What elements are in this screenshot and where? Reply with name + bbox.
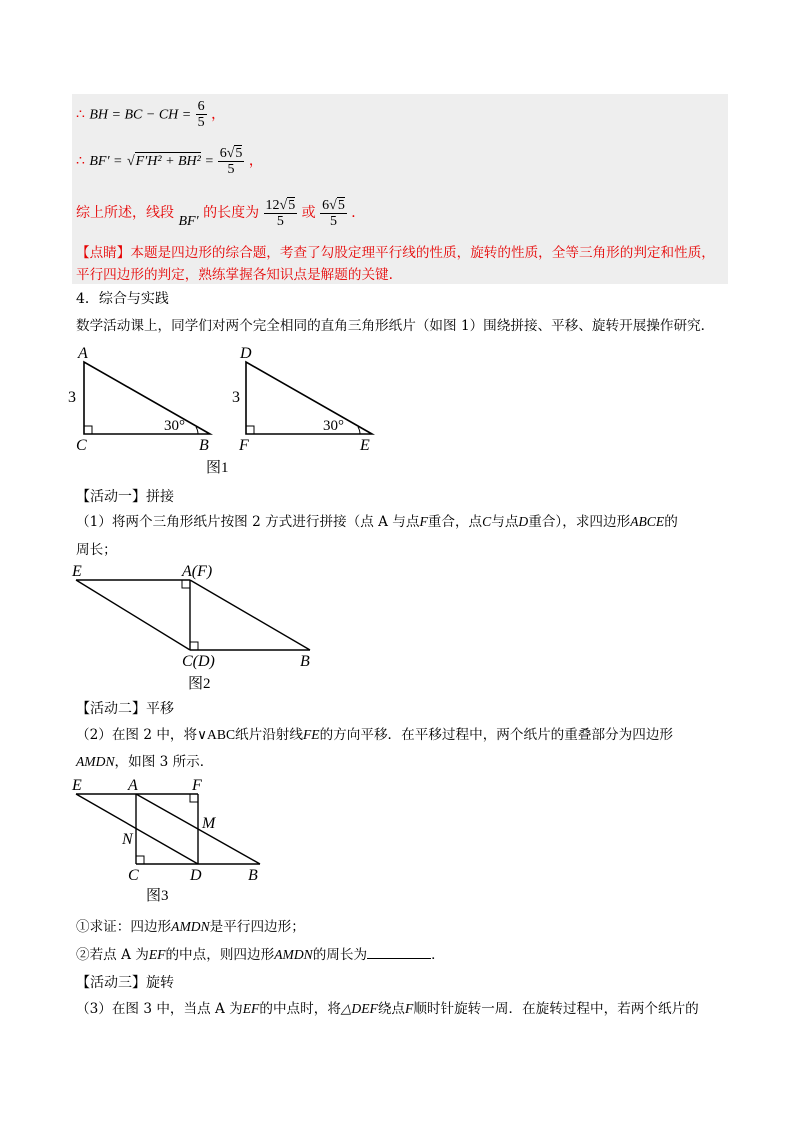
label-c: C <box>76 437 87 454</box>
comment-line-1: 【点睛】本题是四边形的综合题，考查了勾股定理平行线的性质，旋转的性质，全等三角形的判定和性质， <box>76 245 715 261</box>
bf-prime-equation: BF′ = <box>89 154 123 169</box>
label-b: B <box>300 653 310 670</box>
figure-1-caption: 图1 <box>206 460 229 476</box>
triangle-abc <box>68 345 210 454</box>
comment-line-2: 平行四边形的判定，熟练掌握各知识点是解题的关键. <box>76 267 393 283</box>
solution-line-1: ∴ BH = BC − CH = $\frac{6}{5}$ ， <box>76 99 226 130</box>
figure-1 <box>60 340 400 480</box>
question-2-line-2: AMDN，如图 3 所示． <box>76 754 214 770</box>
fraction-six-fifths: $\frac{6}{5}$ <box>197 99 205 130</box>
label-d: D <box>240 345 252 362</box>
label-side-3: 3 <box>68 389 76 406</box>
problem-heading: 4．综合与实践 <box>76 291 169 307</box>
label-angle-30: 30° <box>164 418 185 434</box>
segment-bf-prime: BF′ <box>178 214 199 229</box>
answer-one: $\frac{12√5}{5}$ <box>265 198 296 229</box>
answer-blank[interactable] <box>367 946 431 959</box>
label-angle-30b: 30° <box>323 418 344 434</box>
label-a: A <box>78 345 88 362</box>
question-2-part-1: ①求证：四边形AMDN是平行四边形； <box>76 919 305 935</box>
solution-conclusion: 综上所述，线段 BF′ 的长度为 $\frac{12√5}{5}$ 或 $\frac{6√5}{5}$ ． <box>76 198 366 229</box>
label-n: N <box>122 831 133 848</box>
question-3-line-1: （3）在图 3 中，当点 A 为EF的中点时，将△DEF绕点F顺时针旋转一周．在旋转过程中，若两个纸片的 <box>76 1001 699 1017</box>
question-1-line-1: （1）将两个三角形纸片按图 2 方式进行拼接（点 A 与点F重合，点C与点D重合），求四边形ABCE的 <box>76 514 678 530</box>
activity-1-title: 【活动一】拼接 <box>76 489 174 505</box>
bh-equation: BH = BC − CH = <box>89 107 192 123</box>
label-b: B <box>248 867 258 884</box>
fraction-six-root-five-over-five: $\frac{6√5}{5}$ <box>219 146 243 177</box>
therefore-symbol: ∴ <box>76 153 85 169</box>
label-f: F <box>192 777 202 794</box>
solution-line-2: ∴ BF′ = √F′H² + BH² = $\frac{6√5}{5}$ ， <box>76 146 263 177</box>
activity-2-title: 【活动二】平移 <box>76 701 174 717</box>
label-f: F <box>239 437 249 454</box>
label-b: B <box>199 437 209 454</box>
answer-two: $\frac{6√5}{5}$ <box>322 198 345 229</box>
label-e: E <box>360 437 370 454</box>
label-d: D <box>190 867 202 884</box>
label-e: E <box>72 563 82 580</box>
figure-3-caption: 图3 <box>146 888 169 904</box>
radicand: F′H² + BH² <box>135 154 201 169</box>
figure-3 <box>64 776 284 906</box>
question-2-part-2: ②若点 A 为EF的中点，则四边形AMDN的周长为 ． <box>76 947 445 963</box>
therefore-symbol: ∴ <box>76 106 85 123</box>
label-a-f: A(F) <box>182 563 213 580</box>
question-1-line-2: 周长； <box>76 542 117 558</box>
label-a: A <box>128 777 138 794</box>
question-2-line-1: （2）在图 2 中，将∨ABC纸片沿射线FE的方向平移．在平移过程中，两个纸片的重叠部分为四边形 <box>76 727 674 743</box>
label-m: M <box>202 815 216 832</box>
label-c: C <box>128 867 139 884</box>
label-c-d: C(D) <box>182 653 215 670</box>
triangle-def <box>232 345 372 454</box>
problem-intro: 数学活动课上，同学们对两个完全相同的直角三角形纸片（如图 1）围绕拼接、平移、旋转开展操作研究． <box>76 318 715 334</box>
figure-2 <box>64 562 334 698</box>
activity-3-title: 【活动三】旋转 <box>76 975 174 991</box>
label-e: E <box>72 777 82 794</box>
figure-2-caption: 图2 <box>188 676 211 692</box>
label-side-3b: 3 <box>232 389 240 406</box>
